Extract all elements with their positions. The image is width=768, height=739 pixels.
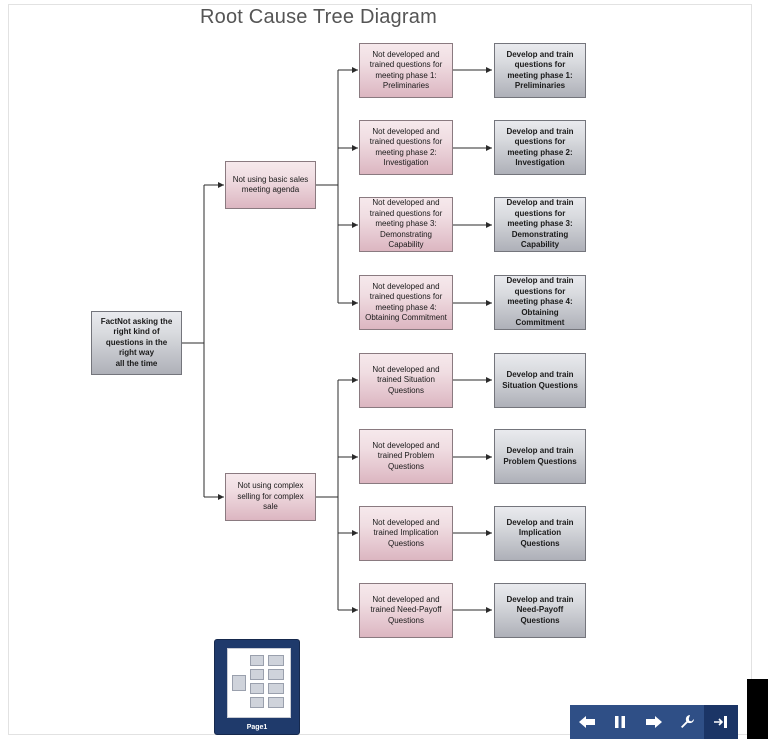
branch-node-label: Not using basic sales meeting agenda xyxy=(232,174,309,194)
action-node-label: Develop and train Need-Payoff Questions xyxy=(506,594,574,625)
action-node-situation-questions[interactable] xyxy=(494,353,586,408)
cause-node-phase-2[interactable] xyxy=(359,120,453,175)
action-node-phase-3[interactable] xyxy=(494,197,586,252)
action-node-implication-questions[interactable] xyxy=(494,506,586,561)
page-title: Root Cause Tree Diagram xyxy=(200,6,437,28)
left-arrow-icon xyxy=(578,715,596,729)
previous-button[interactable] xyxy=(570,705,604,739)
action-node-phase-4[interactable] xyxy=(494,275,586,330)
branch-node-basic-sales-meeting-agenda[interactable] xyxy=(225,161,316,209)
next-button[interactable] xyxy=(637,705,671,739)
action-node-label: Develop and train questions for meeting phase 1: Preliminaries xyxy=(506,49,574,90)
exit-icon xyxy=(713,714,729,730)
playback-control-bar xyxy=(570,705,738,739)
action-node-label: Develop and train Implication Questions xyxy=(506,517,574,548)
cause-node-label: Not developed and trained Problem Questions xyxy=(372,440,440,471)
action-node-label: Develop and train questions for meeting phase 3: Demonstrating Capability xyxy=(506,198,574,250)
wrench-icon xyxy=(679,714,695,730)
cause-node-label: Not developed and trained questions for meeting phase 1: Preliminaries xyxy=(369,49,443,90)
exit-button[interactable] xyxy=(704,705,738,739)
page-thumbnail-sheet xyxy=(227,648,291,718)
action-node-phase-2[interactable] xyxy=(494,120,586,175)
cause-node-label: Not developed and trained Implication Questions xyxy=(372,517,440,548)
page-thumbnail[interactable] xyxy=(214,639,300,735)
branch-node-complex-selling[interactable] xyxy=(225,473,316,521)
cause-node-label: Not developed and trained Situation Questions xyxy=(372,364,440,395)
cause-node-implication-questions[interactable] xyxy=(359,506,453,561)
screen-edge-marker xyxy=(747,679,768,739)
cause-node-need-payoff-questions[interactable] xyxy=(359,583,453,638)
cause-node-phase-1[interactable] xyxy=(359,43,453,98)
action-node-problem-questions[interactable] xyxy=(494,429,586,484)
action-node-need-payoff-questions[interactable] xyxy=(494,583,586,638)
cause-node-situation-questions[interactable] xyxy=(359,353,453,408)
pause-icon xyxy=(613,715,627,729)
pause-button[interactable] xyxy=(604,705,638,739)
action-node-label: Develop and train questions for meeting phase 4: Obtaining Commitment xyxy=(506,276,574,328)
right-arrow-icon xyxy=(645,715,663,729)
action-node-label: Develop and train questions for meeting phase 2: Investigation xyxy=(506,126,574,167)
root-node-label: FactNot asking the right kind of questions in the right way all the time xyxy=(100,316,173,368)
cause-node-phase-4[interactable] xyxy=(359,275,453,330)
cause-node-label: Not developed and trained questions for meeting phase 3: Demonstrating Capability xyxy=(369,198,443,250)
cause-node-label: Not developed and trained questions for meeting phase 4: Obtaining Commitment xyxy=(365,281,447,322)
cause-node-phase-3[interactable] xyxy=(359,197,453,252)
tools-button[interactable] xyxy=(671,705,705,739)
cause-node-label: Not developed and trained Need-Payoff Questions xyxy=(370,594,442,625)
action-node-label: Develop and train Situation Questions xyxy=(502,370,578,390)
page-thumbnail-label: Page1 xyxy=(246,724,268,731)
branch-node-label: Not using complex selling for complex sale xyxy=(237,481,304,512)
cause-node-problem-questions[interactable] xyxy=(359,429,453,484)
action-node-phase-1[interactable] xyxy=(494,43,586,98)
cause-node-label: Not developed and trained questions for meeting phase 2: Investigation xyxy=(369,126,443,167)
action-node-label: Develop and train Problem Questions xyxy=(503,446,577,466)
root-node[interactable] xyxy=(91,311,182,375)
